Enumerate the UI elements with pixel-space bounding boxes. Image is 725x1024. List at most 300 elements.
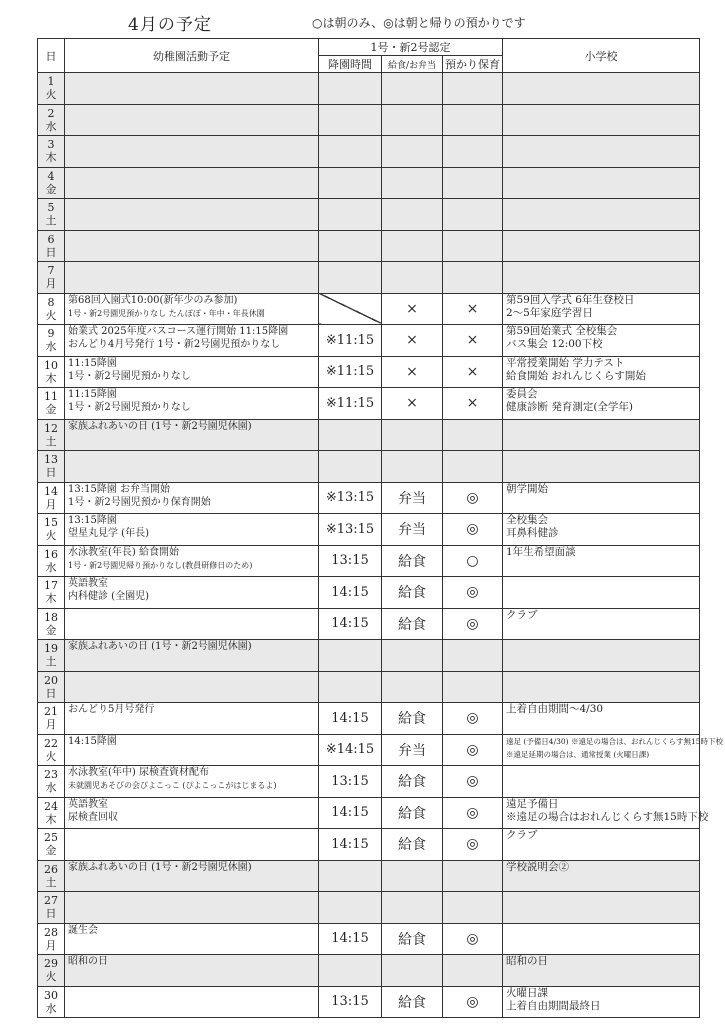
day-row <box>38 136 700 168</box>
dismissal-time-cell <box>319 199 382 231</box>
school-event: 耳鼻科健診 <box>506 527 559 539</box>
day-row <box>38 419 700 451</box>
day-number: 7 <box>47 264 55 278</box>
school-event: 遠足予備日 <box>506 797 559 810</box>
dismissal-time-cell: 13:15 <box>319 986 382 1018</box>
activity-cell <box>65 766 319 798</box>
activity-text: 英語教室 <box>68 798 108 810</box>
weekday: 月 <box>45 938 57 952</box>
dismissal-time-cell: 13:15 <box>319 766 382 798</box>
childcare-cell: ◎ <box>443 514 503 546</box>
lunch-cell <box>382 955 443 987</box>
childcare-cell: × <box>443 356 503 388</box>
day-number: 26 <box>44 862 58 876</box>
day-cell <box>38 136 65 168</box>
childcare-cell: ◎ <box>443 829 503 861</box>
dismissal-time-cell <box>319 451 382 483</box>
day-number: 25 <box>44 831 58 845</box>
childcare-cell <box>443 419 503 451</box>
weekday: 日 <box>45 686 57 700</box>
activity-text: 11:15降園 <box>68 357 117 369</box>
activity-text: 英語教室 <box>68 578 108 589</box>
school-cell <box>503 734 724 766</box>
dismissal-time-cell: ※11:15 <box>319 388 382 420</box>
school-cell <box>503 388 700 420</box>
day-row <box>38 829 700 861</box>
day-cell <box>38 482 65 514</box>
childcare-cell: ◎ <box>443 482 503 514</box>
weekday: 火 <box>45 88 57 102</box>
activity-cell <box>65 797 319 829</box>
weekday: 土 <box>45 434 57 448</box>
school-cell <box>503 325 700 357</box>
weekday: 月 <box>45 277 57 291</box>
lunch-cell: 給食 <box>382 797 443 829</box>
lunch-cell: 給食 <box>382 986 443 1018</box>
activity-cell <box>65 293 319 325</box>
activity-cell <box>65 167 319 199</box>
day-cell <box>38 545 65 577</box>
activity-text: 家族ふれあいの日 (1号・新2号園児休園) <box>68 861 252 873</box>
school-cell <box>503 797 709 829</box>
school-event: 朝学開始 <box>506 482 548 495</box>
childcare-cell: ◎ <box>443 986 503 1018</box>
weekday: 金 <box>45 623 57 637</box>
lunch-cell: 給食 <box>382 577 443 609</box>
header-lunch: 給食/お弁当 <box>382 56 443 73</box>
lunch-cell: 給食 <box>382 703 443 735</box>
lunch-cell: × <box>382 293 443 325</box>
day-row <box>38 356 700 388</box>
childcare-cell: ◎ <box>443 923 503 955</box>
childcare-cell: ◎ <box>443 577 503 609</box>
dismissal-time-cell: 14:15 <box>319 923 382 955</box>
dismissal-time-cell: 14:15 <box>319 829 382 861</box>
dismissal-time-cell <box>319 671 382 703</box>
childcare-cell <box>443 104 503 136</box>
header-childcare: 預かり保育 <box>443 56 503 73</box>
weekday: 水 <box>45 119 57 133</box>
weekday: 火 <box>45 308 57 322</box>
day-number: 13 <box>44 453 58 467</box>
day-cell <box>38 892 65 924</box>
activity-cell <box>65 388 319 420</box>
school-event: クラブ <box>506 608 538 621</box>
activity-text: 家族ふれあいの日 (1号・新2号園児休園) <box>68 420 252 432</box>
lunch-cell <box>382 640 443 672</box>
day-row <box>38 325 700 357</box>
day-number: 12 <box>44 421 58 435</box>
day-cell <box>38 577 65 609</box>
dismissal-time-cell: ※11:15 <box>319 325 382 357</box>
activity-cell <box>65 671 319 703</box>
childcare-cell <box>443 230 503 262</box>
school-event: 2～5年家庭学習日 <box>506 306 593 319</box>
school-event: 委員会 <box>506 388 538 400</box>
activity-cell <box>65 608 319 640</box>
activity-cell <box>65 923 319 955</box>
activity-text: 家族ふれあいの日 (1号・新2号園児休園) <box>68 641 252 652</box>
day-number: 2 <box>47 106 55 120</box>
school-cell <box>503 892 700 924</box>
childcare-cell <box>443 671 503 703</box>
school-event: 上着自由期間最終日 <box>506 999 601 1012</box>
school-cell <box>503 640 700 672</box>
school-cell <box>503 514 700 546</box>
childcare-cell <box>443 451 503 483</box>
weekday: 水 <box>45 340 57 354</box>
day-cell <box>38 419 65 451</box>
header-activities: 幼稚園活動予定 <box>65 39 319 73</box>
day-number: 9 <box>47 327 55 341</box>
day-cell <box>38 388 65 420</box>
school-cell <box>503 577 700 609</box>
activity-text: 1号・新2号園児預かりなし <box>68 370 191 382</box>
school-event: 第59回始業式 全校集会 <box>506 325 618 337</box>
activity-cell <box>65 514 319 546</box>
activity-text: 1号・新2号園児預かりなし <box>68 402 191 413</box>
childcare-cell: × <box>443 325 503 357</box>
school-cell <box>503 104 700 136</box>
day-number: 14 <box>44 484 58 498</box>
day-cell <box>38 325 65 357</box>
weekday: 土 <box>45 875 57 889</box>
school-cell <box>503 262 700 294</box>
school-event: 全校集会 <box>506 514 548 526</box>
day-cell <box>38 986 65 1018</box>
activity-cell <box>65 986 319 1018</box>
weekday: 木 <box>45 151 57 165</box>
day-row <box>38 388 700 420</box>
lunch-cell: 給食 <box>382 545 443 577</box>
day-cell <box>38 703 65 735</box>
lunch-cell <box>382 167 443 199</box>
activity-note: 1号・新2号園児預かりなし たんぽぽ・年中・年長休園 <box>68 308 265 318</box>
school-note: 遠足 (予備日4/30) ※遠足の場合は、おれんじくらす無15時下校 <box>506 736 724 746</box>
school-event: 第59回入学式 6年生登校日 <box>506 293 635 306</box>
activity-note: 1号・新2号園児帰り預かりなし(教員研修日のため) <box>68 560 253 570</box>
activity-text: 内科健診 (全園児) <box>68 591 149 602</box>
lunch-cell: × <box>382 356 443 388</box>
weekday: 日 <box>45 466 57 480</box>
dismissal-time-cell <box>319 419 382 451</box>
weekday: 水 <box>45 781 57 795</box>
lunch-cell: 給食 <box>382 923 443 955</box>
day-cell <box>38 230 65 262</box>
day-number: 11 <box>44 390 58 404</box>
day-number: 27 <box>44 894 58 908</box>
day-row <box>38 545 700 577</box>
activity-cell <box>65 230 319 262</box>
day-row <box>38 230 700 262</box>
dismissal-time-cell <box>319 104 382 136</box>
legend-note: ○は朝のみ、◎は朝と帰りの預かりです <box>312 16 526 30</box>
day-row <box>38 955 700 987</box>
day-number: 4 <box>47 169 55 183</box>
day-cell <box>38 829 65 861</box>
activity-cell <box>65 734 319 766</box>
activity-text: 昭和の日 <box>68 956 108 967</box>
dismissal-time-cell <box>319 230 382 262</box>
weekday: 金 <box>45 844 57 858</box>
day-cell <box>38 671 65 703</box>
day-cell <box>38 262 65 294</box>
day-number: 29 <box>44 957 58 971</box>
day-number: 5 <box>47 201 55 215</box>
day-number: 22 <box>44 736 58 750</box>
dismissal-time-cell: ※14:15 <box>319 734 382 766</box>
activity-cell <box>65 640 319 672</box>
activity-cell <box>65 577 319 609</box>
day-number: 3 <box>47 138 55 152</box>
school-cell <box>503 419 700 451</box>
dismissal-time-cell: ※13:15 <box>319 514 382 546</box>
school-event: ※遠足の場合はおれんじくらす無15時下校 <box>506 810 709 823</box>
school-cell <box>503 482 700 514</box>
lunch-cell: 給食 <box>382 608 443 640</box>
dismissal-time-cell <box>319 136 382 168</box>
day-row <box>38 860 700 892</box>
dismissal-time-cell: 13:15 <box>319 545 382 577</box>
day-row <box>38 766 700 798</box>
dismissal-time-cell <box>319 860 382 892</box>
activity-text: 14:15降園 <box>68 735 117 747</box>
school-event: 給食開始 おれんじくらす開始 <box>506 369 646 382</box>
lunch-cell: 弁当 <box>382 734 443 766</box>
activity-cell <box>65 199 319 231</box>
day-number: 6 <box>47 232 55 246</box>
school-cell <box>503 356 700 388</box>
day-cell <box>38 356 65 388</box>
day-row <box>38 293 700 325</box>
day-number: 28 <box>44 925 58 939</box>
activity-note: 未就園児あそびの会ぴよこっこ (ぴよこっこがはじまるよ) <box>68 781 277 790</box>
header-certification-group: 1号・新2号認定 <box>319 39 503 56</box>
day-number: 17 <box>44 579 58 593</box>
dismissal-time-cell: 14:15 <box>319 608 382 640</box>
activity-text: 始業式 2025年度バスコース運行開始 11:15降園 <box>68 326 289 337</box>
childcare-cell: ◎ <box>443 734 503 766</box>
school-cell <box>503 955 700 987</box>
activity-cell <box>65 104 319 136</box>
header-elementary-school: 小学校 <box>503 39 700 73</box>
weekday: 木 <box>45 812 57 826</box>
lunch-cell <box>382 136 443 168</box>
activity-cell <box>65 262 319 294</box>
day-cell <box>38 923 65 955</box>
day-number: 30 <box>44 988 58 1002</box>
activity-cell <box>65 703 319 735</box>
activity-text: 第68回入園式10:00(新年少のみ参加) <box>68 294 238 306</box>
lunch-cell <box>382 73 443 105</box>
dismissal-time-cell <box>319 892 382 924</box>
lunch-cell: 給食 <box>382 829 443 861</box>
day-row <box>38 451 700 483</box>
day-row <box>38 640 700 672</box>
activity-text: 1号・新2号園児預かり保育開始 <box>68 496 211 508</box>
day-row <box>38 104 700 136</box>
school-event: 1年生希望面談 <box>506 545 576 558</box>
lunch-cell: × <box>382 388 443 420</box>
day-row <box>38 482 700 514</box>
childcare-cell <box>443 199 503 231</box>
day-number: 21 <box>44 705 58 719</box>
weekday: 月 <box>45 497 57 511</box>
day-cell <box>38 293 65 325</box>
childcare-cell <box>443 136 503 168</box>
day-number: 24 <box>44 799 58 813</box>
childcare-cell: × <box>443 388 503 420</box>
dismissal-time-cell: 14:15 <box>319 577 382 609</box>
dismissal-time-cell: 14:15 <box>319 703 382 735</box>
childcare-cell <box>443 892 503 924</box>
weekday: 水 <box>45 560 57 574</box>
childcare-cell: ○ <box>443 545 503 577</box>
day-number: 18 <box>44 610 58 624</box>
day-row <box>38 167 700 199</box>
activity-cell <box>65 136 319 168</box>
day-number: 10 <box>44 358 58 372</box>
school-event: 火曜日課 <box>506 986 548 999</box>
school-cell <box>503 608 700 640</box>
lunch-cell: 弁当 <box>382 482 443 514</box>
activity-cell <box>65 482 319 514</box>
activity-text: おんどり5月号発行 <box>68 704 155 715</box>
lunch-cell: × <box>382 325 443 357</box>
activity-text: 13:15降園 <box>68 515 117 526</box>
dismissal-time-cell <box>319 262 382 294</box>
lunch-cell <box>382 104 443 136</box>
activity-cell <box>65 545 319 577</box>
childcare-cell: ◎ <box>443 797 503 829</box>
lunch-cell: 弁当 <box>382 514 443 546</box>
day-row <box>38 923 700 955</box>
weekday: 火 <box>45 749 57 763</box>
day-cell <box>38 514 65 546</box>
activity-text: 11:15降園 <box>68 389 117 400</box>
day-row <box>38 671 700 703</box>
day-row <box>38 734 700 766</box>
activity-cell <box>65 419 319 451</box>
activity-text: 水泳教室(年長) 給食開始 <box>68 546 179 558</box>
activity-text: 尿検査回収 <box>68 811 118 823</box>
dismissal-time-cell <box>319 73 382 105</box>
dismissal-time-cell <box>319 293 382 325</box>
schedule-table <box>37 38 724 1018</box>
day-cell <box>38 797 65 829</box>
school-cell <box>503 545 700 577</box>
activity-cell <box>65 73 319 105</box>
day-cell <box>38 860 65 892</box>
activity-cell <box>65 451 319 483</box>
school-cell <box>503 986 700 1018</box>
dismissal-time-cell: ※13:15 <box>319 482 382 514</box>
day-number: 23 <box>44 768 58 782</box>
day-cell <box>38 167 65 199</box>
activity-cell <box>65 955 319 987</box>
day-cell <box>38 451 65 483</box>
school-cell <box>503 293 700 325</box>
weekday: 木 <box>45 592 57 606</box>
school-cell <box>503 766 700 798</box>
page-title: 4月の予定 <box>128 15 212 35</box>
day-number: 8 <box>47 295 55 309</box>
school-event: 学校説明会② <box>506 860 569 873</box>
school-cell <box>503 136 700 168</box>
day-row <box>38 199 700 231</box>
weekday: 火 <box>45 529 57 543</box>
weekday: 月 <box>45 718 57 732</box>
activity-text: 水泳教室(年中) 尿検査資材配布 <box>68 767 209 778</box>
weekday: 日 <box>45 907 57 921</box>
childcare-cell: ◎ <box>443 766 503 798</box>
lunch-cell <box>382 671 443 703</box>
school-cell <box>503 703 700 735</box>
day-row <box>38 892 700 924</box>
weekday: 土 <box>45 214 57 228</box>
schedule-rows <box>38 73 724 1018</box>
weekday: 金 <box>45 403 57 417</box>
childcare-cell: ◎ <box>443 703 503 735</box>
school-cell <box>503 167 700 199</box>
weekday: 水 <box>45 1001 57 1015</box>
school-cell <box>503 923 700 955</box>
activity-cell <box>65 860 319 892</box>
childcare-cell <box>443 640 503 672</box>
lunch-cell <box>382 199 443 231</box>
school-cell <box>503 230 700 262</box>
childcare-cell <box>443 73 503 105</box>
school-event: バス集会 12:00下校 <box>506 338 603 350</box>
school-cell <box>503 829 700 861</box>
lunch-cell <box>382 892 443 924</box>
childcare-cell: × <box>443 293 503 325</box>
school-cell <box>503 671 700 703</box>
day-row <box>38 514 700 546</box>
day-row <box>38 986 700 1018</box>
day-cell <box>38 104 65 136</box>
activity-cell <box>65 892 319 924</box>
school-event: 平常授業開始 学力テスト <box>506 356 625 369</box>
school-cell <box>503 199 700 231</box>
lunch-cell <box>382 451 443 483</box>
activity-text: 望星丸見学 (年長) <box>68 528 149 539</box>
activity-text: 誕生会 <box>68 924 98 936</box>
header-day: 日 <box>38 39 65 73</box>
activity-text: 13:15降園 お弁当開始 <box>68 483 170 495</box>
dismissal-time-cell: 14:15 <box>319 797 382 829</box>
school-cell <box>503 451 700 483</box>
day-number: 1 <box>47 75 55 89</box>
day-row <box>38 262 700 294</box>
activity-cell <box>65 356 319 388</box>
day-cell <box>38 608 65 640</box>
dismissal-time-cell <box>319 955 382 987</box>
activity-cell <box>65 325 319 357</box>
childcare-cell: ◎ <box>443 608 503 640</box>
dismissal-time-cell <box>319 167 382 199</box>
day-row <box>38 703 700 735</box>
childcare-cell <box>443 167 503 199</box>
school-note: ※遠足延期の場合は、通常授業 (火曜日課) <box>506 749 650 759</box>
weekday: 日 <box>45 245 57 259</box>
childcare-cell <box>443 955 503 987</box>
school-event: 上着自由期間～4/30 <box>506 703 604 715</box>
day-cell <box>38 640 65 672</box>
day-row <box>38 797 700 829</box>
childcare-cell <box>443 860 503 892</box>
day-row <box>38 577 700 609</box>
